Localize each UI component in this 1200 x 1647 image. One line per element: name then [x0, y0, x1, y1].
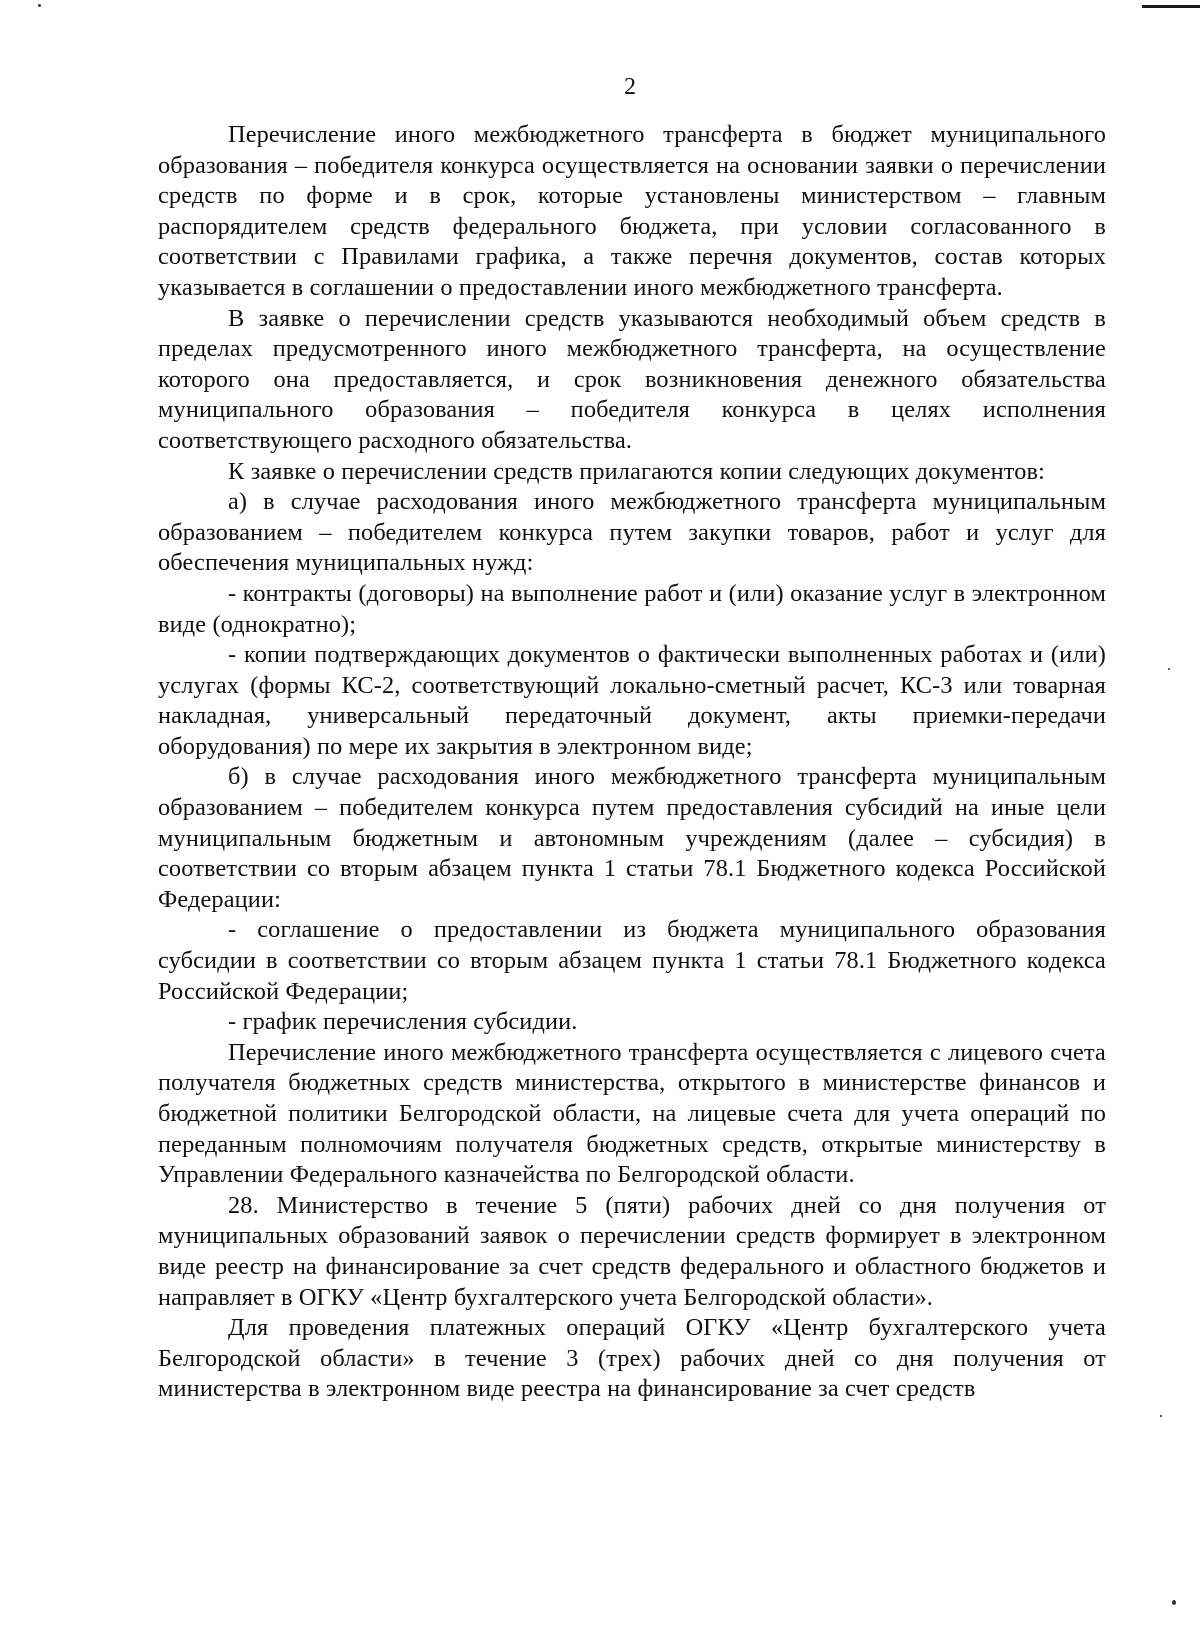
scan-speck: [1172, 1600, 1176, 1605]
paragraph-transfer-accounts: Перечисление иного межбюджетного трансферта осуществляется с лицевого счета получателя бюджетных средств министерства, открытого в министерстве финансов и бюджетной политики Белгородской области, на лицевые счета для учета операций по переданным полномочиям получателя бюджетных средств, открытые министерству в Управлении Федерального казначейства по Белгородской области.: [158, 1038, 1106, 1189]
paragraph-subsidy-agreement: - соглашение о предоставлении из бюджета муниципального образования субсидии в соответствии со вторым абзацем пункта 1 статьи 78.1 Бюджетного кодекса Российской Федерации;: [158, 916, 1106, 1005]
paragraph-payment-operations: Для проведения платежных операций ОГКУ «Центр бухгалтерского учета Белгородской области» в течение 3 (трех) рабочих дней со дня получения от министерства в электронном виде реестра на финансирование за счет средств: [158, 1314, 1106, 1403]
paragraph-transfer-basis: Перечисление иного межбюджетного трансферта в бюджет муниципального образования – победителя конкурса осуществляется на основании заявки о перечислении средств по форме и в срок, которые установлены министерством – главным распорядителем средств федерального бюджета, при условии согласованного в соответствии с Правилами графика, а также перечня документов, состав которых указывается в соглашении о предоставлении иного межбюджетного трансферта.: [158, 121, 1106, 301]
scan-speck: [1168, 668, 1170, 670]
paragraph-attached-copies: К заявке о перечислении средств прилагаются копии следующих документов:: [228, 457, 1046, 485]
paragraph-contracts: - контракты (договоры) на выполнение работ и (или) оказание услуг в электронном виде (однократно);: [158, 579, 1106, 638]
page-number: 2: [624, 74, 636, 100]
paragraph-application-contents: В заявке о перечислении средств указываются необходимый объем средств в пределах предусмотренного иного межбюджетного трансферта, на осуществление которого она предоставляется, и срок возникновения денежного обязательства муниципального образования – победителя конкурса в целях исполнения соответствующего расходного обязательства.: [158, 304, 1106, 454]
document-body: [158, 120, 1106, 1405]
paragraph-item-b: б) в случае расходования иного межбюджетного трансферта муниципальным образованием – победителем конкурса путем предоставления субсидий на иные цели муниципальным бюджетным и автономным учреждениям (далее – субсидия) в соответствии со вторым абзацем пункта 1 статьи 78.1 Бюджетного кодекса Российской Федерации:: [158, 763, 1106, 913]
paragraph-supporting-documents: - копии подтверждающих документов о фактически выполненных работах и (или) услугах (формы КС-2, соответствующий локально-сметный расчет, КС-3 или товарная накладная, универсальный передаточный документ, акты приемки-передачи оборудования) по мере их закрытия в электронном виде;: [158, 641, 1106, 760]
scan-speck: [1160, 1415, 1162, 1417]
paragraph-subsidy-schedule: - график перечисления субсидии.: [228, 1008, 578, 1036]
scan-speck: [38, 4, 41, 7]
paragraph-item-a: а) в случае расходования иного межбюджетного трансферта муниципальным образованием – победителем конкурса путем закупки товаров, работ и услуг для обеспечения муниципальных нужд:: [158, 488, 1106, 577]
scan-artifact-line: [1142, 5, 1200, 8]
paragraph-item-28: 28. Министерство в течение 5 (пяти) рабочих дней со дня получения от муниципальных образований заявок о перечислении средств формирует в электронном виде реестр на финансирование за счет средств федерального и областного бюджетов и направляет в ОГКУ «Центр бухгалтерского учета Белгородской области».: [158, 1191, 1106, 1311]
